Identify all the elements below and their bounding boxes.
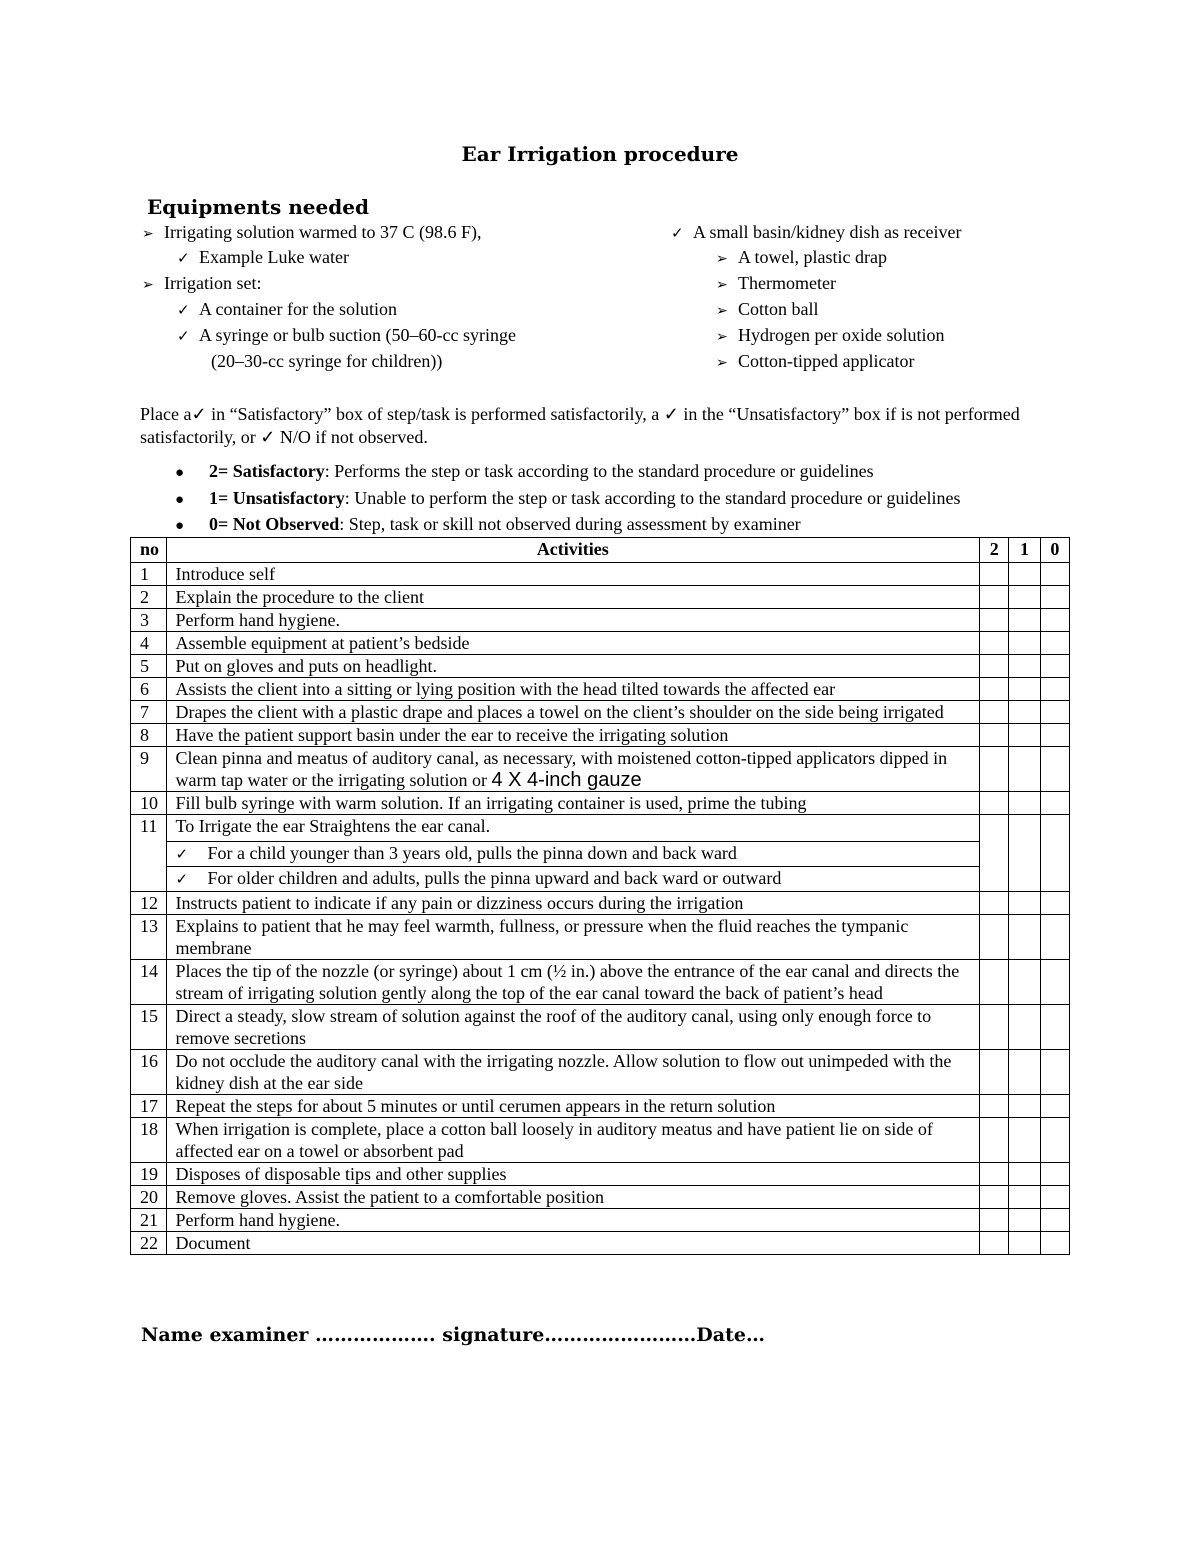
- row-number: 10: [131, 792, 167, 815]
- table-row: [131, 1232, 1070, 1255]
- legend-item: [175, 459, 961, 486]
- activity-text: Clean pinna and meatus of auditory canal, as necessary, with moistened cotton-tipped applicators dipped in warm tap water or the irrigating solution or 4 X 4-inch gauze: [166, 747, 980, 792]
- score-cell[interactable]: [1009, 815, 1040, 892]
- score-cell[interactable]: [1040, 1095, 1069, 1118]
- score-cell[interactable]: [1009, 678, 1040, 701]
- legend-description: : Unable to perform the step or task according to the standard procedure or guidelines: [344, 487, 961, 508]
- activity-text: Perform hand hygiene.: [166, 1209, 980, 1232]
- equipment-item: [142, 272, 261, 297]
- score-cell[interactable]: [980, 1232, 1009, 1255]
- row-number: 9: [131, 747, 167, 792]
- row-number: 18: [131, 1118, 167, 1163]
- score-cell[interactable]: [980, 1050, 1009, 1095]
- score-cell[interactable]: [980, 1118, 1009, 1163]
- score-cell[interactable]: [980, 701, 1009, 724]
- equipment-item-text: A small basin/kidney dish as receiver: [693, 222, 962, 242]
- table-row: [131, 792, 1070, 815]
- row-number: 17: [131, 1095, 167, 1118]
- score-cell[interactable]: [1009, 960, 1040, 1005]
- table-subrow: [131, 842, 1070, 867]
- equipment-item-text: Irrigation set:: [164, 273, 262, 293]
- equipment-item-text: A syringe or bulb suction (50–60-cc syringe: [199, 325, 516, 345]
- row-number: 19: [131, 1163, 167, 1186]
- header-activities: Activities: [166, 538, 980, 563]
- score-cell[interactable]: [1040, 1209, 1069, 1232]
- table-row: [131, 678, 1070, 701]
- check-icon: ✓: [175, 847, 189, 863]
- score-cell[interactable]: [980, 655, 1009, 678]
- score-cell[interactable]: [1040, 960, 1069, 1005]
- score-cell[interactable]: [980, 892, 1009, 915]
- check-icon: ✓: [663, 404, 679, 424]
- score-cell[interactable]: [1040, 1232, 1069, 1255]
- equipment-item-text: Thermometer: [738, 273, 836, 293]
- score-cell[interactable]: [980, 563, 1009, 586]
- equipment-item: [177, 324, 516, 348]
- arrow-bullet-icon: ➢: [716, 330, 728, 345]
- score-cell[interactable]: [1040, 747, 1069, 792]
- row-number: 4: [131, 632, 167, 655]
- bullet-icon: ●: [175, 491, 185, 508]
- equipment-item-text: Irrigating solution warmed to 37 C (98.6 F),: [164, 222, 482, 242]
- activity-text: Perform hand hygiene.: [166, 609, 980, 632]
- score-cell[interactable]: [980, 678, 1009, 701]
- equipment-item: [716, 324, 944, 349]
- table-row: [131, 1186, 1070, 1209]
- equipment-item: [716, 298, 819, 323]
- header-score-1: 1: [1009, 538, 1040, 563]
- score-cell[interactable]: [1040, 915, 1069, 960]
- score-cell[interactable]: [1040, 1163, 1069, 1186]
- bullet-icon: ●: [175, 518, 185, 534]
- activity-text: Explains to patient that he may feel warmth, fullness, or pressure when the fluid reaches the tympanic membrane: [166, 915, 980, 960]
- equipment-item-text: Cotton-tipped applicator: [738, 351, 915, 371]
- score-cell[interactable]: [980, 1186, 1009, 1209]
- activity-text: When irrigation is complete, place a cotton ball loosely in auditory meatus and have patient lie on side of affected ear on a towel or absorbent pad: [166, 1118, 980, 1163]
- activity-text: Repeat the steps for about 5 minutes or until cerumen appears in the return solution: [166, 1095, 980, 1118]
- row-number: 14: [131, 960, 167, 1005]
- row-number: 15: [131, 1005, 167, 1050]
- legend-label: 0= Not Observed: [209, 514, 340, 534]
- activity-subitem: ✓ For a child younger than 3 years old, pulls the pinna down and back ward: [166, 842, 980, 867]
- score-cell[interactable]: [980, 609, 1009, 632]
- score-cell[interactable]: [1040, 655, 1069, 678]
- activity-text: Remove gloves. Assist the patient to a comfortable position: [166, 1186, 980, 1209]
- equipment-item: [716, 246, 887, 271]
- activity-text: Fill bulb syringe with warm solution. If an irrigating container is used, prime the tubing: [166, 792, 980, 815]
- equipment-item: [211, 350, 442, 372]
- legend-label: 1= Unsatisfactory: [209, 487, 345, 508]
- table-row: [131, 747, 1070, 792]
- checklist-table: [130, 537, 1070, 1255]
- row-number: 6: [131, 678, 167, 701]
- row-number: 7: [131, 701, 167, 724]
- row-number: 11: [131, 815, 167, 892]
- activity-text: Places the tip of the nozzle (or syringe) about 1 cm (½ in.) above the entrance of the ear canal and directs the stream of irrigating solution gently along the top of the ear canal toward the back of patient’s head: [166, 960, 980, 1005]
- activity-text: Direct a steady, slow stream of solution against the roof of the auditory canal, using only enough force to remove secretions: [166, 1005, 980, 1050]
- score-cell[interactable]: [1009, 1118, 1040, 1163]
- check-icon: ✓: [191, 404, 207, 424]
- row-number: 22: [131, 1232, 167, 1255]
- table-row: [131, 915, 1070, 960]
- score-cell[interactable]: [1040, 1005, 1069, 1050]
- table-row: [131, 1209, 1070, 1232]
- equipment-item: [716, 350, 914, 375]
- check-icon: ✓: [177, 329, 190, 345]
- row-number: 1: [131, 563, 167, 586]
- activity-text: Introduce self: [166, 563, 980, 586]
- table-row: [131, 701, 1070, 724]
- score-cell[interactable]: [1009, 1232, 1040, 1255]
- legend-description: : Step, task or skill not observed during assessment by examiner: [339, 514, 801, 534]
- table-header-row: [131, 538, 1070, 563]
- instructions-paragraph: Place a✓ in “Satisfactory” box of step/task is performed satisfactorily, a ✓ in the “Unsatisfactory” box if is not performed satisfactorily, or ✓ N/O if not observed.: [140, 404, 1020, 447]
- row-number: 21: [131, 1209, 167, 1232]
- table-row: [131, 1163, 1070, 1186]
- equipment-item-text: A towel, plastic drap: [738, 247, 887, 267]
- score-cell[interactable]: [1040, 1186, 1069, 1209]
- score-cell[interactable]: [1009, 609, 1040, 632]
- score-cell[interactable]: [980, 915, 1009, 960]
- table-row: [131, 1118, 1070, 1163]
- equipment-item-text: (20–30-cc syringe for children)): [211, 351, 443, 371]
- equipment-item: [716, 272, 836, 297]
- table-row: [131, 960, 1070, 1005]
- equipment-item-text: A container for the solution: [199, 299, 397, 319]
- table-subrow: [131, 867, 1070, 892]
- table-row: [131, 1050, 1070, 1095]
- header-score-0: 0: [1040, 538, 1069, 563]
- table-row: [131, 586, 1070, 609]
- row-number: 12: [131, 892, 167, 915]
- equipment-item-text: Cotton ball: [738, 299, 819, 319]
- score-cell[interactable]: [1009, 701, 1040, 724]
- legend-item: [175, 512, 961, 539]
- table-row: [131, 1095, 1070, 1118]
- arrow-bullet-icon: ➢: [716, 278, 728, 293]
- check-icon: ✓: [177, 303, 190, 319]
- equipment-item: [177, 246, 349, 270]
- score-cell[interactable]: [1009, 915, 1040, 960]
- score-cell[interactable]: [1040, 586, 1069, 609]
- activity-text: Have the patient support basin under the ear to receive the irrigating solution: [166, 724, 980, 747]
- score-cell[interactable]: [1009, 1163, 1040, 1186]
- activity-text: Instructs patient to indicate if any pain or dizziness occurs during the irrigation: [166, 892, 980, 915]
- activity-subitem: ✓ For older children and adults, pulls the pinna upward and back ward or outward: [166, 867, 980, 892]
- score-cell[interactable]: [1009, 586, 1040, 609]
- legend-item: [175, 486, 961, 513]
- arrow-bullet-icon: ➢: [716, 304, 728, 319]
- row-number: 5: [131, 655, 167, 678]
- table-row: [131, 655, 1070, 678]
- activity-text: Disposes of disposable tips and other supplies: [166, 1163, 980, 1186]
- check-icon: ✓: [260, 427, 276, 447]
- score-cell[interactable]: [1009, 792, 1040, 815]
- check-icon: ✓: [175, 872, 189, 888]
- header-no: no: [131, 538, 167, 563]
- score-cell[interactable]: [980, 747, 1009, 792]
- arrow-bullet-icon: ➢: [142, 227, 154, 242]
- score-cell[interactable]: [1009, 724, 1040, 747]
- score-cell[interactable]: [980, 1163, 1009, 1186]
- table-row: [131, 724, 1070, 747]
- score-cell[interactable]: [1009, 1186, 1040, 1209]
- row-number: 20: [131, 1186, 167, 1209]
- legend-description: : Performs the step or task according to the standard procedure or guidelines: [324, 461, 874, 481]
- activity-text: Put on gloves and puts on headlight.: [166, 655, 980, 678]
- score-cell[interactable]: [1009, 1050, 1040, 1095]
- table-row: [131, 1005, 1070, 1050]
- legend-label: 2= Satisfactory: [209, 461, 325, 481]
- score-cell[interactable]: [1040, 815, 1069, 892]
- score-cell[interactable]: [1040, 701, 1069, 724]
- equipment-heading: Equipments needed: [147, 195, 369, 219]
- score-cell[interactable]: [1009, 892, 1040, 915]
- score-cell[interactable]: [1009, 1095, 1040, 1118]
- activity-text: Document: [166, 1232, 980, 1255]
- equipment-item-text: Example Luke water: [199, 247, 349, 267]
- score-cell[interactable]: [1009, 632, 1040, 655]
- equipment-item-text: Hydrogen per oxide solution: [738, 325, 945, 345]
- score-cell[interactable]: [1040, 1118, 1069, 1163]
- score-cell[interactable]: [980, 792, 1009, 815]
- page-title: Ear Irrigation procedure: [461, 142, 739, 166]
- activity-text: To Irrigate the ear Straightens the ear canal.: [166, 815, 980, 842]
- activity-text: Explain the procedure to the client: [166, 586, 980, 609]
- score-cell[interactable]: [980, 960, 1009, 1005]
- score-cell[interactable]: [1009, 655, 1040, 678]
- score-cell[interactable]: [1040, 632, 1069, 655]
- score-cell[interactable]: [1040, 792, 1069, 815]
- score-cell[interactable]: [980, 1209, 1009, 1232]
- table-row: [131, 609, 1070, 632]
- table-row: [131, 563, 1070, 586]
- score-cell[interactable]: [1040, 678, 1069, 701]
- score-cell[interactable]: [1009, 1005, 1040, 1050]
- arrow-bullet-icon: ➢: [716, 252, 728, 267]
- table-row: [131, 632, 1070, 655]
- score-cell[interactable]: [980, 1005, 1009, 1050]
- score-cell[interactable]: [980, 1095, 1009, 1118]
- table-row: [131, 815, 1070, 842]
- score-cell[interactable]: [1040, 724, 1069, 747]
- equipment-item: [671, 221, 961, 245]
- row-number: 8: [131, 724, 167, 747]
- row-number: 3: [131, 609, 167, 632]
- arrow-bullet-icon: ➢: [142, 278, 154, 293]
- score-cell[interactable]: [1009, 563, 1040, 586]
- row-number: 13: [131, 915, 167, 960]
- score-cell[interactable]: [1009, 747, 1040, 792]
- header-score-2: 2: [980, 538, 1009, 563]
- score-cell[interactable]: [980, 724, 1009, 747]
- activity-text: Assemble equipment at patient’s bedside: [166, 632, 980, 655]
- activity-text: Assists the client into a sitting or lying position with the head tilted towards the affected ear: [166, 678, 980, 701]
- equipment-item: [142, 221, 481, 246]
- examiner-signature-line: Name examiner ………………. signature……………………Date…: [141, 1324, 765, 1346]
- activity-text: Do not occlude the auditory canal with the irrigating nozzle. Allow solution to flow out unimpeded with the kidney dish at the ear side: [166, 1050, 980, 1095]
- score-cell[interactable]: [1040, 563, 1069, 586]
- activity-text: Drapes the client with a plastic drape and places a towel on the client’s shoulder on the side being irrigated: [166, 701, 980, 724]
- equipment-item: [177, 298, 397, 322]
- table-row: [131, 892, 1070, 915]
- score-cell[interactable]: [1040, 892, 1069, 915]
- score-cell[interactable]: [1009, 1209, 1040, 1232]
- score-legend: [175, 459, 961, 539]
- arrow-bullet-icon: ➢: [716, 356, 728, 371]
- check-icon: ✓: [177, 251, 190, 267]
- score-cell[interactable]: [1040, 1050, 1069, 1095]
- score-cell[interactable]: [1040, 609, 1069, 632]
- score-cell[interactable]: [980, 586, 1009, 609]
- score-cell[interactable]: [980, 815, 1009, 892]
- check-icon: ✓: [671, 226, 684, 242]
- row-number: 16: [131, 1050, 167, 1095]
- bullet-icon: ●: [175, 465, 185, 481]
- score-cell[interactable]: [980, 632, 1009, 655]
- row-number: 2: [131, 586, 167, 609]
